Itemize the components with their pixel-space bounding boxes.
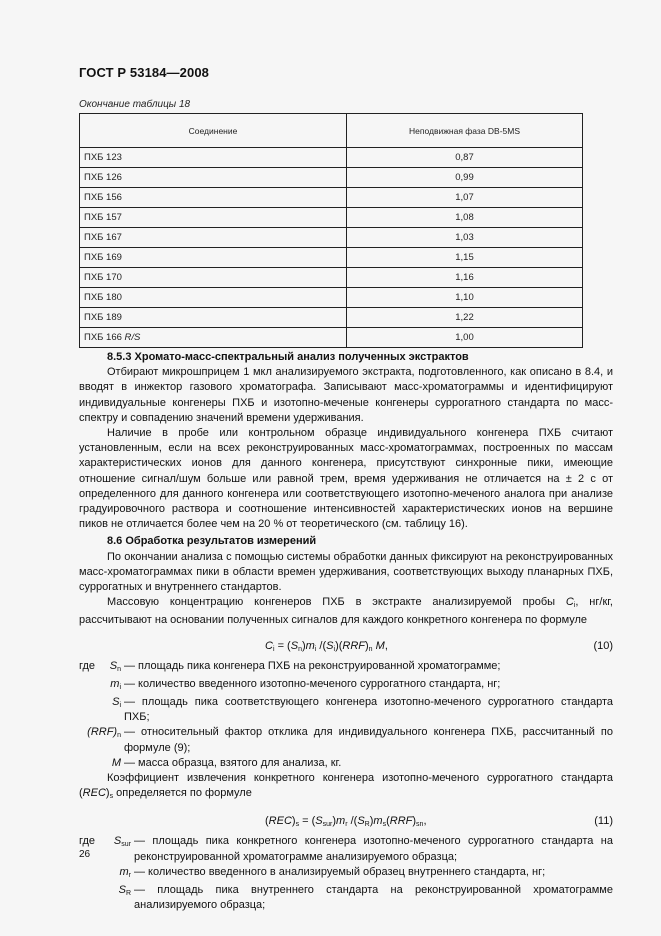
value-cell: 1,22 bbox=[347, 308, 583, 328]
definition-item: $m_i$ — количество введенного изотопно-меченого суррогатного стандарта, нг; bbox=[79, 677, 613, 695]
table-row bbox=[80, 268, 583, 288]
main-text bbox=[79, 350, 613, 914]
paragraph: Коэффициент извлечения конкретного конгенера изотопно-меченого суррогатного стандарта $(REC)_s$ определяется по формуле bbox=[79, 772, 613, 801]
paragraph: Массовую концентрацию конгенеров ПХБ в экстракте анализируемой пробы $C_i$, нг/кг, рассчитывают на основании полученных сигналов для каждого конкретного конгенера по формуле bbox=[79, 596, 613, 627]
value-cell: 1,03 bbox=[347, 228, 583, 248]
value-cell: 1,08 bbox=[347, 208, 583, 228]
formula-11 bbox=[79, 808, 613, 834]
definition-symbol: $m_i$ bbox=[110, 677, 121, 691]
formula-number: (11) bbox=[594, 815, 613, 828]
page-number: 26 bbox=[79, 849, 91, 860]
compound-cell: ПХБ 189 bbox=[80, 308, 347, 328]
table-row bbox=[80, 308, 583, 328]
table-row bbox=[80, 208, 583, 228]
document-title: ГОСТ Р 53184—2008 bbox=[79, 65, 209, 80]
value-cell: 0,87 bbox=[347, 148, 583, 168]
compound-cell: ПХБ 156 bbox=[80, 188, 347, 208]
compound-cell: ПХБ 169 bbox=[80, 248, 347, 268]
table-row bbox=[80, 148, 583, 168]
compound-cell: ПХБ 123 bbox=[80, 148, 347, 168]
retention-table bbox=[79, 113, 583, 348]
table-row bbox=[80, 248, 583, 268]
table-row bbox=[80, 228, 583, 248]
table-header-row bbox=[80, 114, 583, 148]
formula-number: (10) bbox=[593, 639, 613, 652]
definition-item: M — масса образца, взятого для анализа, кг. bbox=[79, 756, 613, 771]
table-row bbox=[80, 188, 583, 208]
paragraph: Отбирают микрошприцем 1 мкл анализируемого экстракта, подготовленного, как описано в 8.4, и вводят в инжектор газового хроматографа. Записывают масс-хроматограммы и идентифицируют индивидуальные конгенеры ПХБ и изотопно-меченые конгенеры суррогатного стандарта по масс-спектру и совпадению значений времени удерживания. bbox=[79, 366, 613, 424]
definition-symbol: $S_i$ bbox=[112, 696, 121, 710]
section-heading-8-6: 8.6 Обработка результатов измерений bbox=[107, 535, 317, 548]
value-cell: 1,16 bbox=[347, 268, 583, 288]
definition-item: где $S_n$ — площадь пика конгенера ПХБ на реконструированной хроматограмме; bbox=[79, 659, 613, 677]
definition-item: $(RRF)_n$ — относительный фактор отклика для индивидуального конгенера ПХБ, рассчитанный по формуле (9); bbox=[79, 725, 613, 755]
value-cell: 1,07 bbox=[347, 188, 583, 208]
compound-cell: ПХБ 167 bbox=[80, 228, 347, 248]
formula-10 bbox=[79, 633, 613, 659]
value-cell: 1,15 bbox=[347, 248, 583, 268]
compound-cell: ПХБ 157 bbox=[80, 208, 347, 228]
definition-item: $S_i$ — площадь пика соответствующего конгенера изотопно-меченого суррогатного стандарта ПХБ; bbox=[79, 695, 613, 725]
value-cell: 1,00 bbox=[347, 328, 583, 348]
definition-item: $S_R$ — площадь пика внутреннего стандарта на реконструированной хроматограмме анализируемого образца; bbox=[79, 883, 613, 913]
definition-symbol: где $S_n$ bbox=[79, 659, 121, 673]
section-heading-8-5-3: 8.5.3 Хромато-масс-спектральный анализ полученных экстрактов bbox=[107, 351, 469, 363]
formula-10-definitions bbox=[79, 659, 613, 771]
paragraph: По окончании анализа с помощью системы обработки данных фиксируют на реконструированных масс-хроматограммах пики в области времен удерживания, соответствующих выходу планарных ПХБ, суррогатных и внутреннего стандартов. bbox=[79, 550, 613, 594]
definition-symbol: $S_R$ bbox=[118, 884, 131, 898]
compound-cell: ПХБ 170 bbox=[80, 268, 347, 288]
column-header-compound: Соединение bbox=[80, 114, 347, 148]
table-row bbox=[80, 328, 583, 348]
compound-cell: ПХБ 166 R/S bbox=[80, 328, 347, 348]
table-row bbox=[80, 288, 583, 308]
definition-symbol: где $S_{sur}$ bbox=[79, 835, 131, 849]
definition-symbol: M bbox=[111, 756, 121, 769]
compound-cell: ПХБ 180 bbox=[80, 288, 347, 308]
table-row bbox=[80, 168, 583, 188]
formula-11-expression: $(REC)_s = (S_{sur})m_r$ $/(S_R)m_s(RRF)_{sn}$, bbox=[265, 815, 427, 829]
value-cell: 1,10 bbox=[347, 288, 583, 308]
table-caption: Окончание таблицы 18 bbox=[79, 99, 191, 110]
definition-item: где $S_{sur}$ — площадь пика конкретного конгенера изотопно-меченого суррогатного стандарта на реконструированной хроматограмме анализируемого образца; bbox=[79, 834, 613, 864]
formula-11-definitions bbox=[79, 834, 613, 913]
paragraph: Наличие в пробе или контрольном образце индивидуального конгенера ПХБ считают установленным, если на всех реконструированных масс-хроматограммах, построенных по массам характеристических ионов для данного конгенера, присутствуют синхронные пики, имеющие отношение сигнал/шум больше или равной трем, время удерживания не отличается на ± 2 с от определенного для данного конгенера или соответствующего изотопно-меченого аналога при анализе градуировочного раствора и соотношение интенсивностей характеристических ионов на вершине пиков не отличается более чем на 20 % от теоретического (см. таблицу 16). bbox=[79, 427, 613, 531]
value-cell: 0,99 bbox=[347, 168, 583, 188]
column-header-phase: Неподвижная фаза DB-5MS bbox=[347, 114, 583, 148]
definition-symbol: $m_r$ bbox=[119, 865, 131, 879]
compound-cell: ПХБ 126 bbox=[80, 168, 347, 188]
definition-item: $m_r$ — количество введенного в анализируемый образец внутреннего стандарта, нг; bbox=[79, 865, 613, 883]
definition-symbol: $(RRF)_n$ bbox=[87, 726, 121, 740]
formula-10-expression: $C_i = (S_n)m_i$ $/(S_i)(RRF)_n$ M, bbox=[265, 639, 388, 653]
